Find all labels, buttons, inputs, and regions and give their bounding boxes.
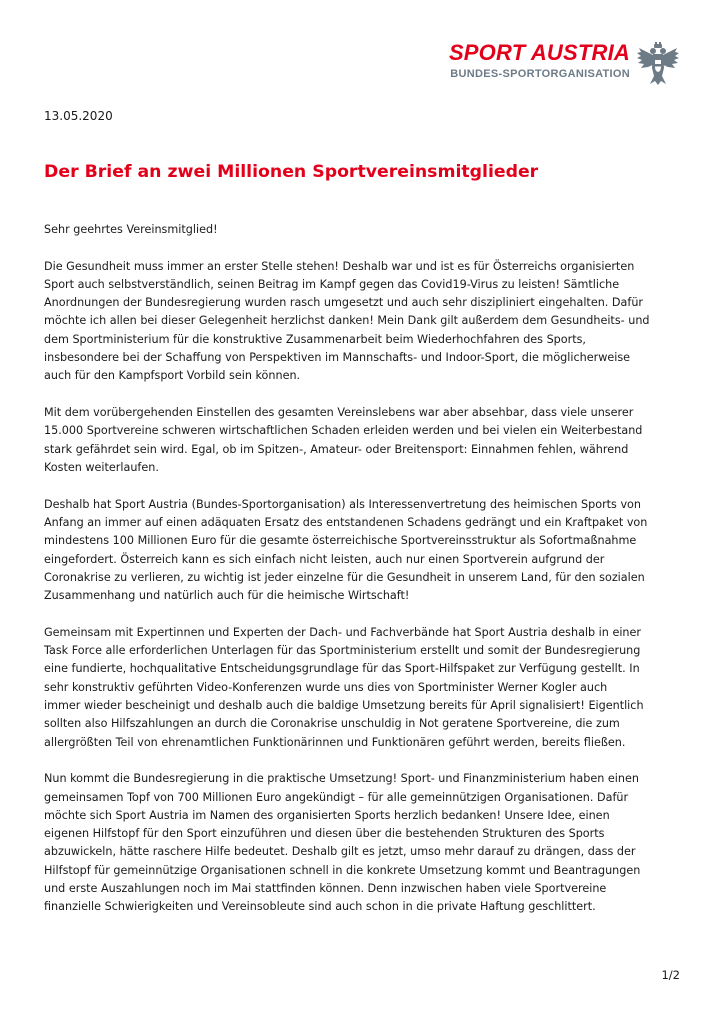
paragraph-line: Hilfstopf für gemeinnützige Organisationen schnell in die konkrete Umsetzung kommt und Beantragungen bbox=[44, 863, 641, 877]
paragraph-line: Anfang an immer auf einen adäquaten Ersatz des entstandenen Schadens gedrängt und ein Kraftpaket von bbox=[44, 515, 648, 529]
paragraph-line: Coronakrise zu verlieren, zu wichtig ist jeder einzelne für die Gesundheit in unserem Land, für den sozialen bbox=[44, 570, 645, 584]
sport-austria-logo bbox=[440, 40, 684, 88]
paragraph bbox=[44, 624, 684, 752]
paragraph-line: finanzielle Schwierigkeiten und Vereinsobleute sind auch schon in die private Haftung geschlittert. bbox=[44, 900, 596, 914]
paragraph-line: möchte ich allen bei dieser Gelegenheit herzlichst danken! Mein Dank gilt außerdem dem Gesundheits- und bbox=[44, 314, 650, 328]
paragraph-line: stark gefährdet sein wird. Egal, ob im Spitzen-, Amateur- oder Breitensport: Einnahmen fehlen, während bbox=[44, 442, 629, 456]
paragraph-line: Mit dem vorübergehenden Einstellen des gesamten Vereinslebens war aber absehbar, dass viele unserer bbox=[44, 406, 634, 420]
paragraph-line: Nun kommt die Bundesregierung in die praktische Umsetzung! Sport- und Finanzministerium haben einen bbox=[44, 772, 639, 786]
paragraphs-container bbox=[44, 258, 684, 917]
logo-wordmark bbox=[440, 40, 630, 81]
paragraph-line: mindestens 100 Millionen Euro für die gesamte österreichische Sportvereinsstruktur als Sofortmaßnahme bbox=[44, 534, 637, 548]
salutation: Sehr geehrtes Vereinsmitglied! bbox=[44, 223, 218, 236]
letter-body bbox=[44, 221, 684, 935]
paragraph-line: sehr konstruktiv geführten Video-Konferenzen wurde uns dies von Sportminister Werner Kogler auch bbox=[44, 680, 608, 694]
paragraph-line: Zusammenhang und natürlich auch für die heimische Wirtschaft! bbox=[44, 589, 410, 603]
letter-title: Der Brief an zwei Millionen Sportvereinsmitglieder bbox=[44, 162, 539, 182]
paragraph-line: dem Sportministerium für die konstruktive Zusammenarbeit beim Wiederhochfahren des Sports, bbox=[44, 332, 586, 346]
paragraph-line: eigenen Hilfstopf für den Sport einzuführen und diesen über die bestehenden Strukturen des Sports bbox=[44, 827, 605, 841]
paragraph-line: auch für den Kampfsport Vorbild sein können. bbox=[44, 369, 301, 383]
logo-main-text: SPORT AUSTRIA bbox=[448, 40, 630, 65]
paragraph-line: möchte sich Sport Austria im Namen des organisierten Sports herzlich bedanken! Unsere Idee, einen bbox=[44, 808, 610, 822]
page-number: 1/2 bbox=[661, 968, 680, 982]
letter-date: 13.05.2020 bbox=[44, 109, 113, 123]
paragraph-line: allergrößten Teil von ehrenamtlichen Funktionärinnen und Funktionären geführt werden, bereits fließen. bbox=[44, 735, 626, 749]
paragraph-line: sollten also Hilfszahlungen an durch die Coronakrise unschuldig in Not geratene Sportvereine, die zum bbox=[44, 717, 620, 731]
paragraph bbox=[44, 496, 684, 606]
paragraph-line: und erste Auszahlungen noch im Mai stattfinden können. Denn inzwischen haben viele Sportvereine bbox=[44, 882, 607, 896]
paragraph-line: eine fundierte, hochqualitative Entscheidungsgrundlage für das Sport-Hilfspaket zur Verfügung gestellt. In bbox=[44, 662, 640, 676]
paragraph bbox=[44, 770, 684, 916]
paragraph-line: Kosten weiterlaufen. bbox=[44, 460, 159, 474]
paragraph bbox=[44, 258, 684, 386]
paragraph-line: immer wieder bescheinigt und deshalb auch die baldige Umsetzung bereits für April signalisiert! Eigentlich bbox=[44, 699, 644, 712]
paragraph-line: abzuwickeln, hätte raschere Hilfe bedeutet. Deshalb gilt es jetzt, umso mehr darauf zu drängen, dass der bbox=[44, 845, 636, 859]
eagle-crest-icon bbox=[636, 42, 680, 86]
paragraph-line: Sport auch selbstverständlich, seinen Beitrag im Kampf gegen das Covid19-Virus zu leisten! Sämtliche bbox=[44, 277, 620, 291]
paragraph-line: Anordnungen der Bundesregierung wurden rasch umgesetzt und auch sehr diszipliniert eingehalten. Dafür bbox=[44, 296, 644, 310]
paragraph-line: Die Gesundheit muss immer an erster Stelle stehen! Deshalb war und ist es für Österreichs organisierten bbox=[44, 259, 635, 273]
paragraph-line: eingefordert. Österreich kann es sich einfach nicht leisten, auch nur einen Sportverein aufgrund der bbox=[44, 552, 605, 566]
paragraph-line: Gemeinsam mit Expertinnen und Experten der Dach- und Fachverbände hat Sport Austria deshalb in einer bbox=[44, 625, 642, 639]
paragraph-line: Task Force alle erforderlichen Unterlagen für das Sportministerium erstellt und somit der Bundesregierung bbox=[44, 644, 641, 658]
paragraph-line: gemeinsamen Topf von 700 Millionen Euro angekündigt – für alle gemeinnützigen Organisationen. Dafür bbox=[44, 790, 629, 804]
paragraph bbox=[44, 404, 684, 477]
paragraph-line: 15.000 Sportvereine schweren wirtschaftlichen Schaden erleiden werden und bei vielen ein Weiterbestand bbox=[44, 424, 643, 438]
paragraph-line: insbesondere bei der Schaffung von Perspektiven im Mannschafts- und Indoor-Sport, die möglicherweise bbox=[44, 351, 631, 365]
logo-sub-text: BUNDES-SPORTORGANISATION bbox=[450, 68, 630, 80]
paragraph-line: Deshalb hat Sport Austria (Bundes-Sportorganisation) als Interessenvertretung des heimischen Sports von bbox=[44, 497, 641, 511]
